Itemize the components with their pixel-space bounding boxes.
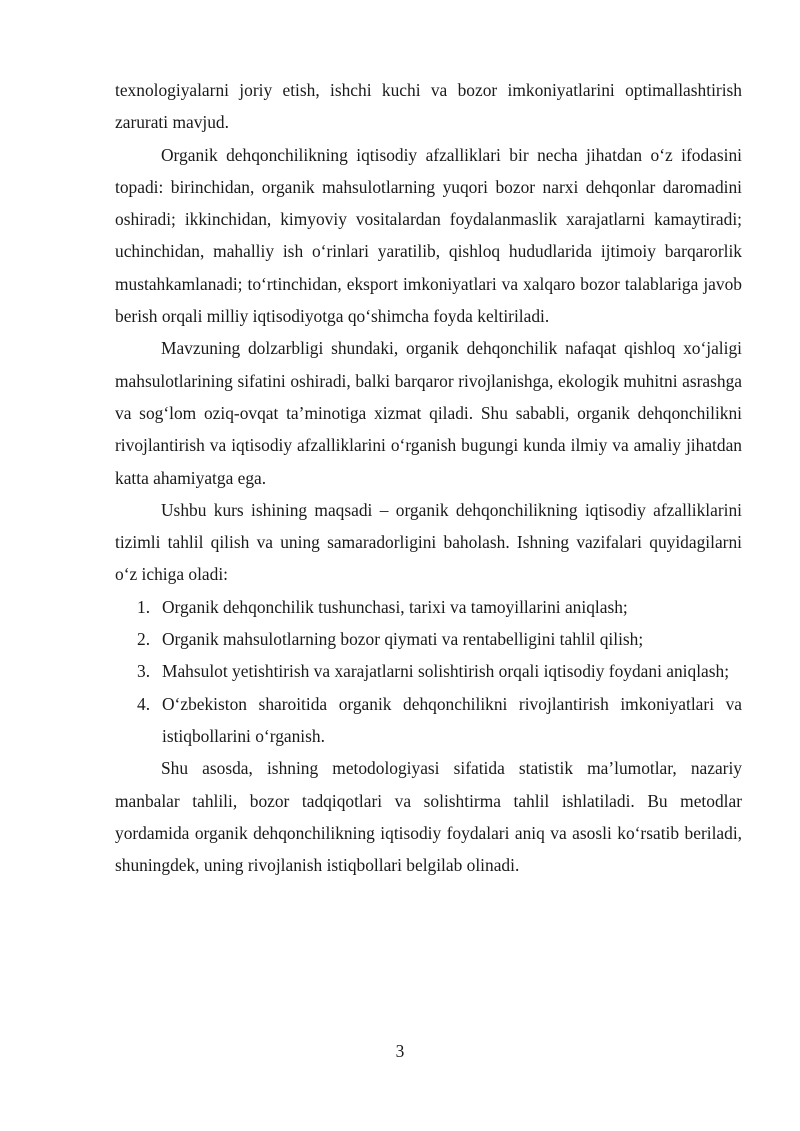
list-item-text: Mahsulot yetishtirish va xarajatlarni solishtirish orqali iqtisodiy foydani aniqlash; — [162, 661, 730, 682]
list-item-number: 4. — [137, 693, 151, 714]
list-item-text: Organik dehqonchilik tushunchasi, tarixi va tamoyillarini aniqlash; — [162, 596, 628, 617]
list-item — [115, 655, 742, 687]
list-item — [115, 591, 742, 623]
list-item-number: 3. — [137, 661, 151, 682]
page-number: 3 — [395, 1041, 405, 1061]
paragraph-methodology: Shu asosda, ishning metodologiyasi sifatida statistik ma’lumotlar, nazariy manbalar tahlili, bozor tadqiqotlari va solishtirma tahlil ishlatiladi. Bu metodlar yordamida organik dehqonchilikning iqtisodiy foydalari aniq va asosli ko‘rsatib beriladi, shuningdek, uning rivojlanish istiqbollari belgilab olinadi. — [115, 758, 742, 876]
list-item — [115, 688, 742, 753]
paragraph-aim: Ushbu kurs ishining maqsadi – organik dehqonchilikning iqtisodiy afzalliklarini tizimli tahlil qilish va uning samaradorligini baholash. Ishning vazifalari quyidagilarni o‘z ichiga oladi: — [115, 499, 742, 585]
paragraph-economic-advantages: Organik dehqonchilikning iqtisodiy afzalliklari bir necha jihatdan o‘z ifodasini topadi: birinchidan, organik mahsulotlarning yuqori bozor narxi dehqonlar daromadini oshiradi; ikkinchidan, kimyoviy vositalardan foydalanmaslik xarajatlarni kamaytiradi; uchinchidan, mahalliy ish o‘rinlari yaratilib, qishloq hududlarida ijtimoiy barqarorlik mustahkamlanadi; to‘rtinchidan, eksport imkoniyatlari va xalqaro bozor talablariga javob berish orqali milliy iqtisodiyotga qo‘shimcha foyda keltiriladi. — [115, 144, 742, 327]
list-item-number: 1. — [137, 596, 151, 617]
document-page — [115, 74, 742, 881]
list-item-number: 2. — [137, 629, 151, 650]
list-item — [115, 623, 742, 655]
paragraph-intro-continuation: texnologiyalarni joriy etish, ishchi kuchi va bozor imkoniyatlarini optimallashtirish zarurati mavjud. — [115, 80, 742, 133]
list-item-text: O‘zbekiston sharoitida organik dehqonchilikni rivojlantirish imkoniyatlari va istiqbollarini o‘rganish. — [162, 693, 742, 746]
list-item-text: Organik mahsulotlarning bozor qiymati va rentabelligini tahlil qilish; — [162, 629, 644, 650]
paragraph-relevance: Mavzuning dolzarbligi shundaki, organik dehqonchilik nafaqat qishloq xo‘jaligi mahsulotlarining sifatini oshiradi, balki barqaror rivojlanishga, ekologik muhitni asrashga va sog‘lom oziq-ovqat ta’minotiga xizmat qiladi. Shu sababli, organik dehqonchilikni rivojlantirish va iqtisodiy afzalliklarini o‘rganish bugungi kunda ilmiy va amaliy jihatdan katta ahamiyatga ega. — [115, 338, 742, 488]
tasks-list — [115, 591, 742, 752]
